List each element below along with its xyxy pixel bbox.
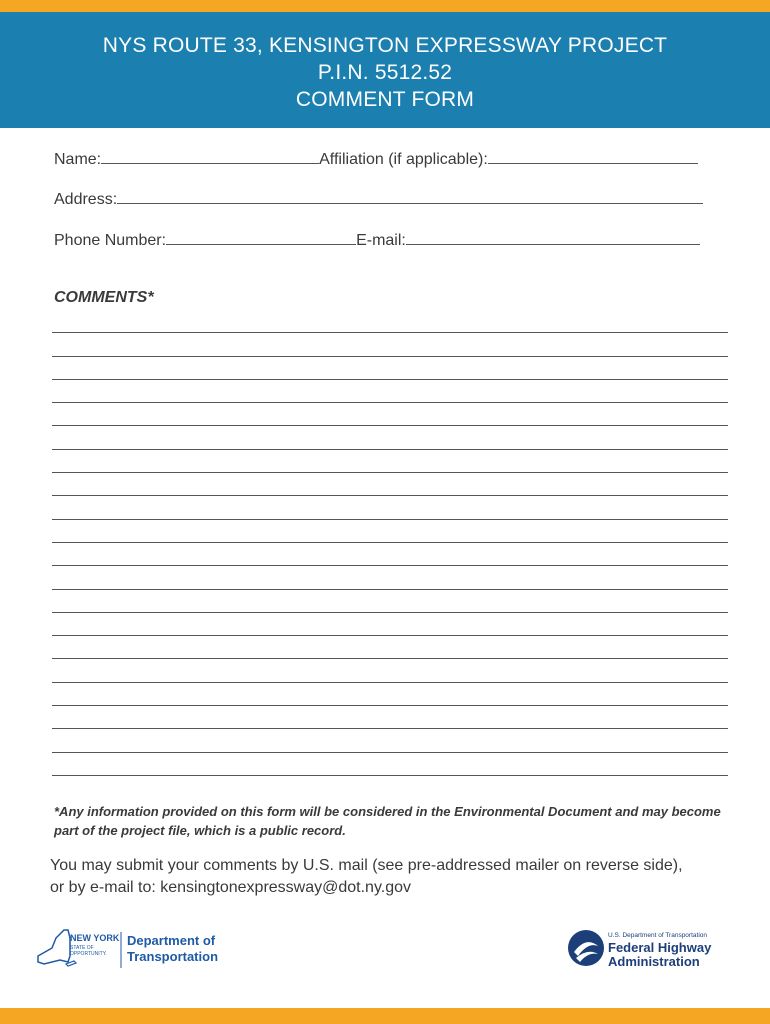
comment-line[interactable]	[52, 403, 728, 426]
comment-line[interactable]	[52, 659, 728, 682]
comment-line[interactable]	[52, 333, 728, 356]
comment-line[interactable]	[52, 683, 728, 706]
name-label: Name:	[54, 151, 102, 168]
nysdot-dept-line1: Department of	[127, 933, 216, 948]
submission-note	[50, 855, 750, 899]
nys-tagline-2: OPPORTUNITY.	[70, 951, 107, 957]
form-title: COMMENT FORM	[295, 88, 475, 111]
project-title: NYS ROUTE 33, KENSINGTON EXPRESSWAY PROJECT	[102, 34, 668, 57]
comments-area[interactable]	[52, 310, 728, 776]
usdot-seal-icon	[568, 930, 604, 966]
comment-line[interactable]	[52, 450, 728, 473]
comment-line[interactable]	[52, 613, 728, 636]
comment-line[interactable]	[52, 706, 728, 729]
comment-line[interactable]	[52, 543, 728, 566]
phone-email-row	[54, 231, 700, 250]
comment-line[interactable]	[52, 753, 728, 776]
fhwa-line1: Federal Highway	[608, 940, 712, 955]
phone-field[interactable]	[166, 231, 356, 245]
bottom-accent-bar	[0, 1008, 770, 1024]
submission-note-line1: You may submit your comments by U.S. mail (see pre-addressed mailer on reverse side),	[50, 857, 683, 874]
comment-line[interactable]	[52, 566, 728, 589]
fhwa-dept-small: U.S. Department of Transportation	[608, 932, 707, 939]
name-affiliation-row	[54, 150, 698, 169]
comment-line[interactable]	[52, 426, 728, 449]
submission-note-line2: or by e-mail to: kensingtonexpressway@dot.ny.gov	[50, 879, 412, 896]
comment-line[interactable]	[52, 357, 728, 380]
nysdot-dept-line2: Transportation	[127, 949, 219, 964]
top-accent-bar	[0, 0, 770, 12]
nys-wordmark: NEW YORK	[70, 933, 120, 943]
affiliation-label: Affiliation (if applicable):	[319, 151, 488, 168]
fhwa-logo	[566, 926, 736, 970]
ny-state-outline-icon	[38, 930, 70, 964]
comment-line[interactable]	[52, 636, 728, 659]
comment-line[interactable]	[52, 590, 728, 613]
nysdot-logo	[30, 926, 240, 974]
form-header	[0, 12, 770, 128]
comment-line[interactable]	[52, 496, 728, 519]
project-pin: P.I.N. 5512.52	[317, 61, 453, 84]
address-field[interactable]	[117, 190, 703, 204]
disclaimer-text: *Any information provided on this form will be considered in the Environmental Document and may become part of the project file, which is a public record.	[54, 804, 721, 838]
comment-line[interactable]	[52, 310, 728, 333]
comments-title: COMMENTS*	[54, 289, 154, 306]
comment-line[interactable]	[52, 520, 728, 543]
comment-line[interactable]	[52, 473, 728, 496]
address-label: Address:	[54, 191, 118, 208]
email-label: E-mail:	[356, 232, 406, 249]
phone-label: Phone Number:	[54, 232, 167, 249]
fhwa-line2: Administration	[608, 954, 700, 969]
comment-line[interactable]	[52, 380, 728, 403]
nys-tagline-1: STATE OF	[70, 945, 94, 951]
email-field[interactable]	[406, 231, 700, 245]
address-row	[54, 190, 703, 209]
comment-line[interactable]	[52, 729, 728, 752]
name-field[interactable]	[101, 150, 319, 164]
affiliation-field[interactable]	[488, 150, 698, 164]
